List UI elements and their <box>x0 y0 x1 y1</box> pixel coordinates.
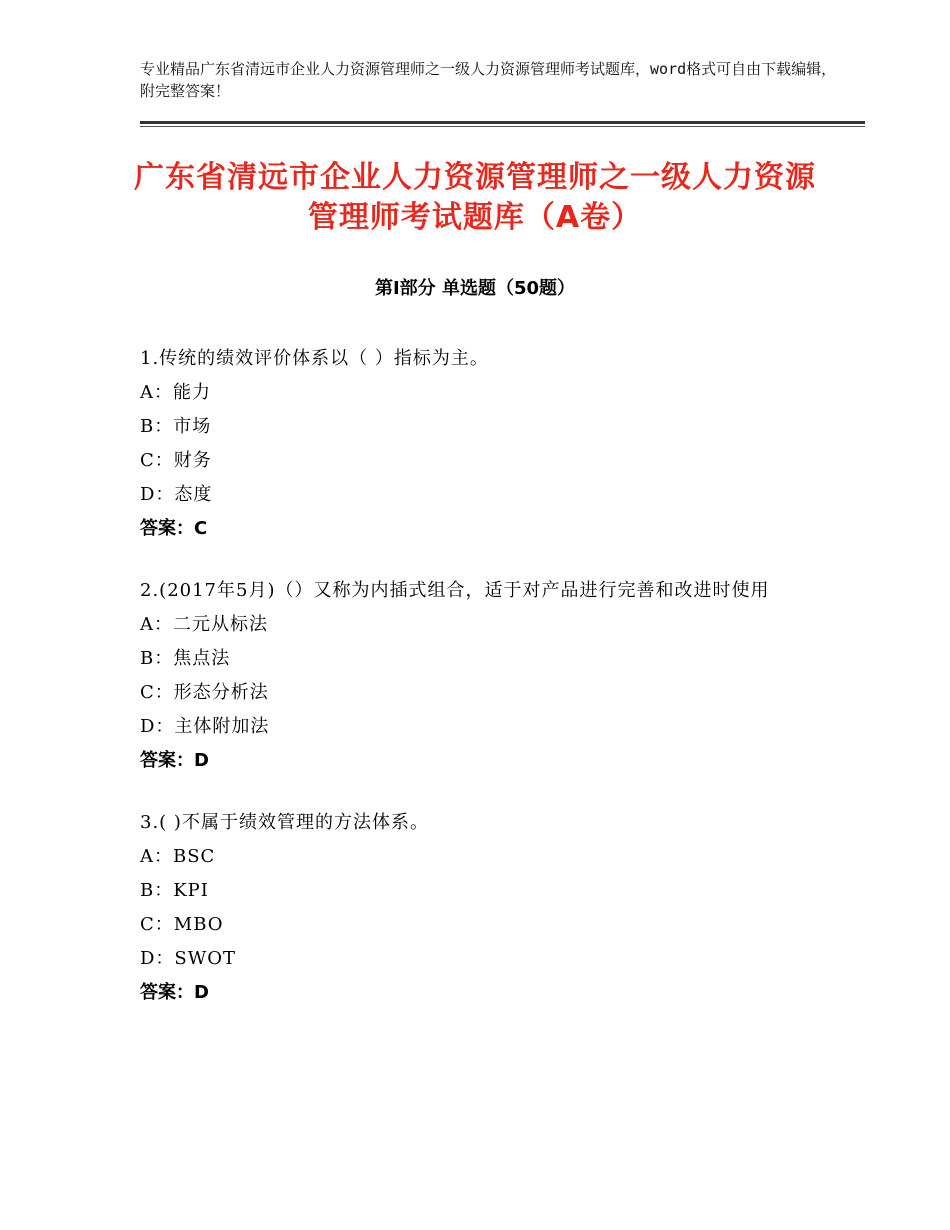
option-c: C：MBO <box>140 914 224 935</box>
question-3 <box>140 806 810 1010</box>
option-d: D：态度 <box>140 484 213 505</box>
option-b: B：KPI <box>140 880 209 901</box>
option-d: D：主体附加法 <box>140 716 270 737</box>
document-title: 广东省清远市企业人力资源管理师之一级人力资源管理师考试题库（A卷） <box>134 160 816 235</box>
header-divider-thick <box>140 121 865 124</box>
option-d: D：SWOT <box>140 948 237 969</box>
option-b: B：焦点法 <box>140 648 231 669</box>
option-c: C：形态分析法 <box>140 682 269 703</box>
option-b: B：市场 <box>140 416 212 437</box>
answer-line: 答案：D <box>140 982 209 1003</box>
answer-line: 答案：D <box>140 750 209 771</box>
question-list <box>140 342 810 1038</box>
option-a: A：BSC <box>140 846 216 867</box>
header-divider-thin <box>140 126 865 127</box>
question-stem: 3.( )不属于绩效管理的方法体系。 <box>140 812 429 833</box>
document-header-note: 专业精品广东省清远市企业人力资源管理师之一级人力资源管理师考试题库，word格式可自由下载编辑，附完整答案！ <box>140 60 837 100</box>
question-stem: 2.(2017年5月)（）又称为内插式组合，适于对产品进行完善和改进时使用 <box>140 580 770 601</box>
option-a: A：能力 <box>140 382 211 403</box>
question-2 <box>140 574 810 778</box>
option-a: A：二元从标法 <box>140 614 268 635</box>
option-c: C：财务 <box>140 450 212 471</box>
question-stem: 1.传统的绩效评价体系以（ ）指标为主。 <box>140 348 489 369</box>
section-heading: 第Ⅰ部分 单选题（50题） <box>374 278 575 299</box>
answer-line: 答案：C <box>140 518 208 539</box>
question-1 <box>140 342 810 546</box>
